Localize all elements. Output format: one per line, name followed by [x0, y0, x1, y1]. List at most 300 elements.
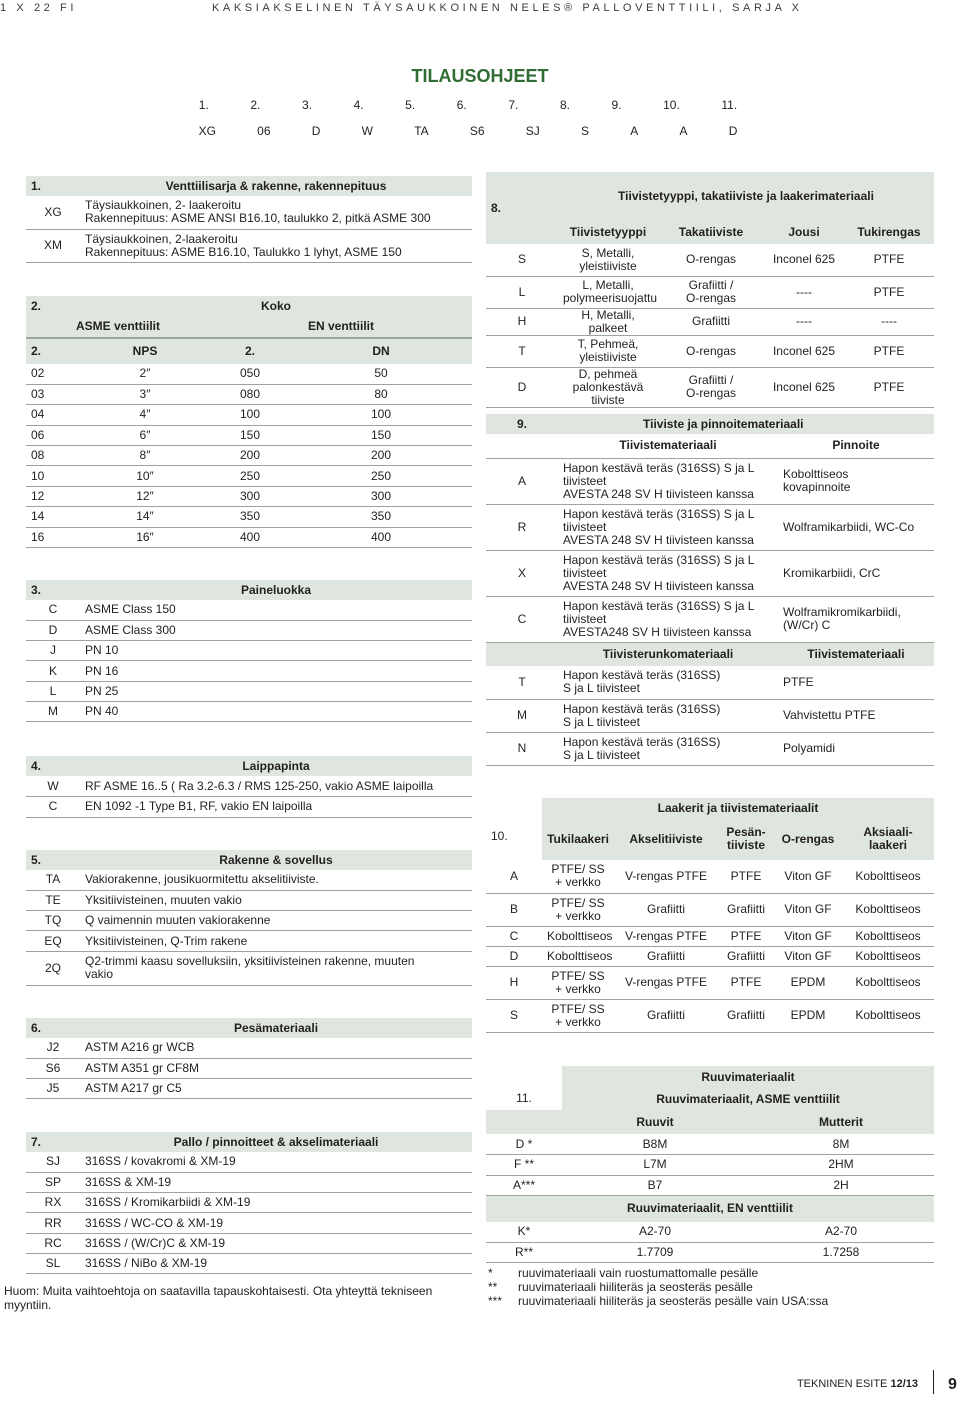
- subsection-title: Ruuvimateriaalit, EN venttiilit: [626, 1201, 794, 1216]
- support-ring: PTFE: [844, 244, 934, 276]
- seal-type: H, Metalli, palkeet: [558, 308, 658, 335]
- section-10-table: [486, 798, 934, 1033]
- o-ring: EPDM: [774, 966, 842, 999]
- code-numbers: [178, 98, 758, 112]
- body-seal: PTFE: [718, 926, 774, 946]
- col-header: Tiivistemateriaali: [807, 646, 905, 661]
- seal-body-material: Hapon kestävä teräs (316SS) S ja L tiivisteet: [558, 732, 778, 765]
- nps-value: 4″: [80, 405, 210, 425]
- seal-material: Hapon kestävä teräs (316SS) S ja L tiivisteet AVESTA 248 SV H tiivisteen kanssa: [558, 504, 778, 550]
- code: S6: [26, 1058, 80, 1078]
- bolt: L7M: [562, 1155, 748, 1176]
- support-ring: PTFE: [844, 335, 934, 367]
- bolt: B7: [562, 1175, 748, 1196]
- description: 316SS / kovakromi & XM-19: [80, 1152, 472, 1172]
- code-position: 1.: [198, 98, 209, 112]
- code: C: [486, 926, 542, 946]
- thrust-bearing: Kobolttiseos: [842, 966, 934, 999]
- spring: Inconel 625: [764, 367, 844, 407]
- seal-type: T, Pehmeä, yleistiiviste: [558, 335, 658, 367]
- section-3-table: [26, 580, 472, 722]
- col-header: Akselitiiviste: [629, 831, 703, 846]
- col-header: Ruuvit: [636, 1114, 674, 1129]
- code-value: D: [728, 124, 738, 138]
- table-row: [486, 550, 934, 596]
- code: A: [486, 860, 542, 893]
- code: TA: [26, 870, 80, 890]
- description: ASME Class 300: [80, 620, 472, 640]
- description: 316SS & XM-19: [80, 1172, 472, 1192]
- description: PN 25: [80, 681, 472, 701]
- code: K: [26, 661, 80, 681]
- code: F **: [486, 1155, 562, 1176]
- asme-code: 03: [26, 384, 80, 404]
- nut: 2HM: [748, 1155, 934, 1176]
- section-7-table: [26, 1132, 472, 1274]
- back-seal: Grafiitti / O-rengas: [658, 276, 764, 308]
- table-row: [486, 966, 934, 999]
- support-bearing: PTFE/ SS + verkko: [542, 860, 614, 893]
- shaft-seal: V-rengas PTFE: [614, 966, 718, 999]
- code: T: [486, 666, 558, 699]
- code: C: [26, 797, 80, 818]
- table-row: [26, 890, 472, 910]
- col-header: Aksiaali- laakeri: [863, 825, 913, 852]
- body-seal: Grafiitti: [718, 999, 774, 1032]
- section-title: Laippapinta: [242, 758, 310, 773]
- dn-value: 80: [290, 384, 472, 404]
- table-row: [26, 797, 472, 818]
- o-ring: Viton GF: [774, 893, 842, 926]
- section-title: Pallo / pinnoitteet & akselimateriaali: [173, 1134, 379, 1149]
- table-row: [26, 641, 472, 661]
- description: Yksitiivisteinen, Q-Trim rakene: [80, 931, 472, 951]
- seal-body-material: Hapon kestävä teräs (316SS) S ja L tiivisteet: [558, 699, 778, 732]
- footer-divider: [933, 1370, 934, 1394]
- support-bearing: PTFE/ SS + verkko: [542, 893, 614, 926]
- en-code: 250: [210, 466, 290, 486]
- code: SP: [26, 1172, 80, 1192]
- code: RR: [26, 1213, 80, 1233]
- bolt: B8M: [562, 1134, 748, 1155]
- description: ASME Class 150: [80, 600, 472, 620]
- section-title: Rakenne & sovellus: [219, 852, 333, 867]
- dn-value: 250: [290, 466, 472, 486]
- description: EN 1092 -1 Type B1, RF, vakio EN laipoilla: [80, 797, 472, 818]
- section-9-table: [486, 414, 934, 766]
- table-row: [486, 1242, 934, 1263]
- spring: ----: [764, 308, 844, 335]
- section-num: 7.: [31, 1134, 42, 1149]
- section-title: Paineluokka: [240, 582, 312, 597]
- section-num: 11.: [516, 1090, 532, 1105]
- table-row: [486, 244, 934, 276]
- section-2-table: [26, 296, 472, 548]
- code: M: [26, 701, 80, 721]
- nps-value: 16″: [80, 527, 210, 547]
- description: PN 10: [80, 641, 472, 661]
- coating: Wolframikarbiidi, WC-Co: [778, 504, 934, 550]
- section-title: Ruuvimateriaalit: [562, 1066, 934, 1088]
- seal-material: Hapon kestävä teräs (316SS) S ja L tiivisteet AVESTA 248 SV H tiivisteen kanssa: [558, 550, 778, 596]
- seal-material: Polyamidi: [778, 732, 934, 765]
- code: TE: [26, 890, 80, 910]
- code-value: S: [581, 124, 590, 138]
- spring: Inconel 625: [764, 244, 844, 276]
- section-num: 6.: [31, 1020, 42, 1035]
- nut: A2-70: [748, 1222, 934, 1243]
- table-row: [26, 486, 472, 506]
- dn-value: 300: [290, 486, 472, 506]
- code-position: 10.: [663, 98, 680, 112]
- col-header: Tukilaakeri: [547, 831, 609, 846]
- section-title: Laakerit ja tiivistemateriaalit: [542, 798, 934, 818]
- code-example: [178, 124, 758, 138]
- support-ring: PTFE: [844, 276, 934, 308]
- seal-body-material: Hapon kestävä teräs (316SS) S ja L tiivisteet: [558, 666, 778, 699]
- code-value: 06: [257, 124, 271, 138]
- asme-code: 06: [26, 425, 80, 445]
- nps-value: 2″: [80, 364, 210, 384]
- dn-value: 100: [290, 405, 472, 425]
- o-ring: Viton GF: [774, 860, 842, 893]
- footnote: ** ruuvimateriaali hiiliteräs ja seosteräs pesälle: [488, 1280, 753, 1294]
- section-num: 1.: [31, 178, 42, 193]
- code: C: [26, 600, 80, 620]
- dn-value: 150: [290, 425, 472, 445]
- table-row: [486, 926, 934, 946]
- footnote: *** ruuvimateriaali hiiliteräs ja seosteräs pesälle vain USA:ssa: [488, 1294, 829, 1308]
- code-position: 7.: [508, 98, 519, 112]
- section-title: Tiiviste ja pinnoitemateriaali: [643, 416, 804, 431]
- table-row: [26, 931, 472, 951]
- nps-value: 12″: [80, 486, 210, 506]
- table-row: [26, 1058, 472, 1078]
- code: S: [486, 999, 542, 1032]
- dn-value: 200: [290, 446, 472, 466]
- body-seal: PTFE: [718, 966, 774, 999]
- section-5-table: [26, 850, 472, 986]
- table-row: [26, 466, 472, 486]
- code: D: [486, 367, 558, 407]
- table-row: [26, 446, 472, 466]
- body-seal: Grafiitti: [718, 946, 774, 966]
- en-heading: EN venttiilit: [307, 319, 374, 333]
- asme-code: 12: [26, 486, 80, 506]
- en-code: 050: [210, 364, 290, 384]
- shaft-seal: Grafiitti: [614, 946, 718, 966]
- code: T: [486, 335, 558, 367]
- ordering-code: [178, 98, 758, 138]
- dn-value: 400: [290, 527, 472, 547]
- col-dn: DN: [290, 338, 472, 364]
- table-row: [26, 620, 472, 640]
- code-position: 4.: [353, 98, 364, 112]
- table-row: [26, 1253, 472, 1273]
- subsection-title: Ruuvimateriaalit, ASME venttiilit: [656, 1091, 840, 1106]
- table-row: [26, 405, 472, 425]
- coating: Wolframikromikarbiidi, (W/Cr) C: [778, 596, 934, 642]
- code: RX: [26, 1193, 80, 1213]
- code: B: [486, 893, 542, 926]
- description: Täysiaukkoinen, 2-laakeroitu Rakennepituus: ASME B16.10, Taulukko 1 lyhyt, ASME 150: [80, 229, 472, 262]
- section-title: Tiivistetyyppi, takatiiviste ja laakerimateriaali: [558, 172, 934, 220]
- left-note: Huom: Muita vaihtoehtoja on saatavilla tapauskohtaisesti. Ota yhteyttä tekniseen myyntiin.: [4, 1284, 433, 1312]
- table-row: [486, 699, 934, 732]
- shaft-seal: Grafiitti: [614, 999, 718, 1032]
- en-code: 080: [210, 384, 290, 404]
- code: H: [486, 966, 542, 999]
- table-row: [486, 276, 934, 308]
- nut: 8M: [748, 1134, 934, 1155]
- body-seal: Grafiitti: [718, 893, 774, 926]
- page-number: 9: [948, 1376, 957, 1393]
- seal-material: PTFE: [778, 666, 934, 699]
- table-row: [486, 308, 934, 335]
- code: 2Q: [26, 951, 80, 985]
- footer-label: TEKNINEN ESITE 12/13: [796, 1378, 918, 1390]
- section-num: 10.: [491, 828, 508, 843]
- section-title: Pesämateriaali: [233, 1020, 319, 1035]
- dn-value: 350: [290, 507, 472, 527]
- en-code: 200: [210, 446, 290, 466]
- section-4-table: [26, 756, 472, 818]
- table-row: [486, 504, 934, 550]
- col-nps: NPS: [80, 338, 210, 364]
- description: ASTM A351 gr CF8M: [80, 1058, 472, 1078]
- table-row: [26, 1193, 472, 1213]
- description: RF ASME 16..5 ( Ra 3.2-6.3 / RMS 125-250, vakio ASME laipoilla: [80, 776, 472, 797]
- table-row: [26, 600, 472, 620]
- back-seal: O-rengas: [658, 244, 764, 276]
- code: N: [486, 732, 558, 765]
- section-num: 9.: [516, 416, 527, 431]
- code: XM: [26, 229, 80, 262]
- asme-heading: ASME venttiilit: [75, 319, 160, 333]
- description: Q2-trimmi kaasu sovelluksiin, yksitiivisteinen rakenne, muuten vakio: [80, 951, 472, 985]
- en-code: 400: [210, 527, 290, 547]
- table-row: [26, 527, 472, 547]
- support-bearing: Kobolttiseos: [542, 926, 614, 946]
- description: ASTM A216 gr WCB: [80, 1038, 472, 1058]
- table-row: [486, 335, 934, 367]
- code: D *: [486, 1134, 562, 1155]
- description: PN 16: [80, 661, 472, 681]
- en-code: 100: [210, 405, 290, 425]
- code-position: 5.: [405, 98, 416, 112]
- doc-header-title: KAKSIAKSELINEN TÄYSAUKKOINEN NELES® PALLOVENTTIILI, SARJA X: [212, 2, 803, 14]
- bolt: 1.7709: [562, 1242, 748, 1263]
- shaft-seal: Grafiitti: [614, 893, 718, 926]
- nps-value: 10″: [80, 466, 210, 486]
- o-ring: EPDM: [774, 999, 842, 1032]
- thrust-bearing: Kobolttiseos: [842, 946, 934, 966]
- seal-material: Hapon kestävä teräs (316SS) S ja L tiivisteet AVESTA248 SV H tiivisteen kanssa: [558, 596, 778, 642]
- asme-code: 04: [26, 405, 80, 425]
- nut: 2H: [748, 1175, 934, 1196]
- code-position: 11.: [721, 98, 738, 112]
- table-row: [26, 681, 472, 701]
- description: Täysiaukkoinen, 2- laakeroitu Rakennepituus: ASME ANSI B16.10, taulukko 2, pitkä ASME 300: [80, 196, 472, 229]
- table-row: [486, 893, 934, 926]
- description: 316SS / (W/Cr)C & XM-19: [80, 1233, 472, 1253]
- asme-code: 14: [26, 507, 80, 527]
- description: Yksitiivisteinen, muuten vakio: [80, 890, 472, 910]
- shaft-seal: V-rengas PTFE: [614, 926, 718, 946]
- thrust-bearing: Kobolttiseos: [842, 999, 934, 1032]
- table-row: [486, 666, 934, 699]
- table-row: [26, 776, 472, 797]
- section-title: Venttiilisarja & rakenne, rakennepituus: [165, 178, 387, 193]
- thrust-bearing: Kobolttiseos: [842, 893, 934, 926]
- code: TQ: [26, 911, 80, 931]
- section-num: 5.: [31, 852, 42, 867]
- seal-type: L, Metalli, polymeerisuojattu: [558, 276, 658, 308]
- description: PN 40: [80, 701, 472, 721]
- section-title: Koko: [261, 298, 291, 313]
- col-header: Jousi: [788, 224, 820, 239]
- code-value: W: [361, 124, 373, 138]
- code: EQ: [26, 931, 80, 951]
- thrust-bearing: Kobolttiseos: [842, 860, 934, 893]
- table-row: [486, 732, 934, 765]
- table-row: [26, 1079, 472, 1099]
- support-ring: ----: [844, 308, 934, 335]
- code-position: 8.: [559, 98, 570, 112]
- col-header: Tiivisterunkomateriaali: [602, 646, 734, 661]
- code-value: SJ: [525, 124, 540, 138]
- table-row: [486, 596, 934, 642]
- en-code: 350: [210, 507, 290, 527]
- code: L: [26, 681, 80, 701]
- doc-code: 1 X 22 FI: [0, 2, 78, 14]
- code: D: [26, 620, 80, 640]
- code: J5: [26, 1079, 80, 1099]
- asme-code: 08: [26, 446, 80, 466]
- table-row: [26, 661, 472, 681]
- description: 316SS / NiBo & XM-19: [80, 1253, 472, 1273]
- section-num: 4.: [31, 758, 42, 773]
- code: A***: [486, 1175, 562, 1196]
- table-row: [486, 860, 934, 893]
- table-row: [486, 367, 934, 407]
- table-row: [26, 384, 472, 404]
- table-row: [26, 1213, 472, 1233]
- code: D: [486, 946, 542, 966]
- code-position: 2.: [250, 98, 261, 112]
- seal-type: S, Metalli, yleistiiviste: [558, 244, 658, 276]
- table-row: [26, 364, 472, 384]
- table-row: [486, 1155, 934, 1176]
- code: A: [486, 458, 558, 504]
- code: R**: [486, 1242, 562, 1263]
- asme-code: 10: [26, 466, 80, 486]
- table-row: [26, 1152, 472, 1172]
- coating: Kromikarbiidi, CrC: [778, 550, 934, 596]
- bolt: A2-70: [562, 1222, 748, 1243]
- seal-material: Vahvistettu PTFE: [778, 699, 934, 732]
- code-value: TA: [414, 124, 429, 138]
- code: M: [486, 699, 558, 732]
- table-row: [486, 1222, 934, 1243]
- code-value: XG: [198, 124, 216, 138]
- section-6-table: [26, 1018, 472, 1099]
- support-bearing: PTFE/ SS + verkko: [542, 966, 614, 999]
- code: J2: [26, 1038, 80, 1058]
- code: R: [486, 504, 558, 550]
- code-value: S6: [469, 124, 485, 138]
- description: Vakiorakenne, jousikuormitettu akselitiiviste.: [80, 870, 472, 890]
- spring: Inconel 625: [764, 335, 844, 367]
- code: SL: [26, 1253, 80, 1273]
- section-num: 8.: [486, 172, 558, 244]
- code-value: D: [311, 124, 321, 138]
- page-title: TILAUSOHJEET: [411, 66, 549, 86]
- code: X: [486, 550, 558, 596]
- shaft-seal: V-rengas PTFE: [614, 860, 718, 893]
- code: RC: [26, 1233, 80, 1253]
- support-bearing: PTFE/ SS + verkko: [542, 999, 614, 1032]
- col-header: Tukirengas: [857, 224, 921, 239]
- code-position: 9.: [611, 98, 622, 112]
- table-row: [486, 458, 934, 504]
- description: 316SS / Kromikarbiidi & XM-19: [80, 1193, 472, 1213]
- table-row: [26, 870, 472, 890]
- code-position: 3.: [301, 98, 312, 112]
- table-row: [26, 1233, 472, 1253]
- nps-value: 14″: [80, 507, 210, 527]
- o-ring: Viton GF: [774, 946, 842, 966]
- col-header: Pinnoite: [778, 434, 934, 458]
- section-1-table: [26, 176, 472, 263]
- back-seal: Grafiitti / O-rengas: [658, 367, 764, 407]
- en-code: 150: [210, 425, 290, 445]
- asme-code: 16: [26, 527, 80, 547]
- coating: Kobolttiseos kovapinnoite: [778, 458, 934, 504]
- col-header: Tiivistemateriaali: [558, 434, 778, 458]
- table-row: [486, 1175, 934, 1196]
- table-row: [486, 999, 934, 1032]
- nps-value: 8″: [80, 446, 210, 466]
- back-seal: Grafiitti: [658, 308, 764, 335]
- code-position: 6.: [456, 98, 467, 112]
- spring: ----: [764, 276, 844, 308]
- col-header: Takatiiviste: [678, 224, 744, 239]
- col-num: 2.: [210, 338, 290, 364]
- code: SJ: [26, 1152, 80, 1172]
- nps-value: 3″: [80, 384, 210, 404]
- section-num: 3.: [31, 582, 42, 597]
- code: J: [26, 641, 80, 661]
- nps-value: 6″: [80, 425, 210, 445]
- support-ring: PTFE: [844, 367, 934, 407]
- code: S: [486, 244, 558, 276]
- o-ring: Viton GF: [774, 926, 842, 946]
- code: K*: [486, 1222, 562, 1243]
- thrust-bearing: Kobolttiseos: [842, 926, 934, 946]
- description: ASTM A217 gr C5: [80, 1079, 472, 1099]
- seal-material: Hapon kestävä teräs (316SS) S ja L tiivisteet AVESTA 248 SV H tiivisteen kanssa: [558, 458, 778, 504]
- table-row: [26, 1038, 472, 1058]
- col-header: Tiivistetyyppi: [569, 224, 647, 239]
- table-row: [26, 425, 472, 445]
- col-header: Mutterit: [819, 1114, 863, 1129]
- en-code: 300: [210, 486, 290, 506]
- code: C: [486, 596, 558, 642]
- code: H: [486, 308, 558, 335]
- nut: 1.7258: [748, 1242, 934, 1263]
- col-header: Pesän- tiiviste: [726, 825, 766, 852]
